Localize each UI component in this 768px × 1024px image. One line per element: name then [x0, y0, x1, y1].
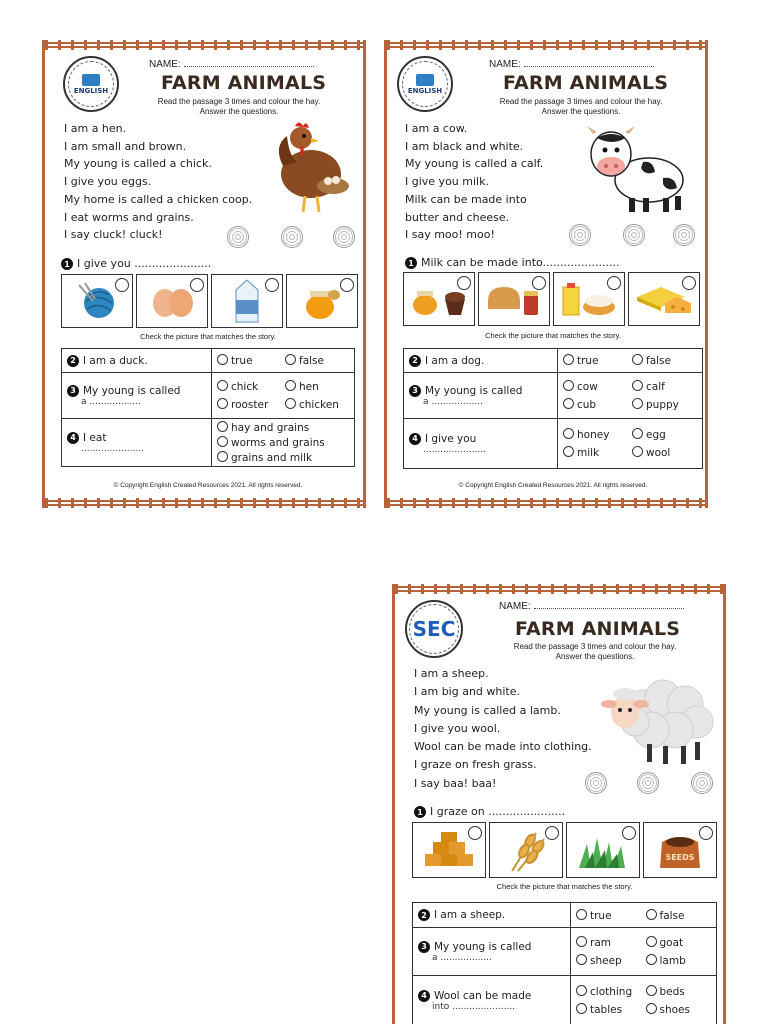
- question-4: 4 I give you ......................: [404, 419, 558, 469]
- choice-juice-rice[interactable]: [553, 272, 625, 326]
- eggs-icon: [147, 283, 197, 319]
- book-icon: [82, 74, 100, 86]
- cow-icon: [583, 120, 687, 216]
- question-2: 2 I am a dog.: [404, 349, 558, 373]
- page-title: FARM ANIMALS: [515, 618, 681, 640]
- picture-choices: [412, 822, 717, 878]
- question-1: 1 I give you ......................: [61, 257, 211, 270]
- option-calf[interactable]: calf: [632, 380, 697, 393]
- page-title: FARM ANIMALS: [503, 72, 669, 94]
- choice-seeds[interactable]: [643, 822, 717, 878]
- question-2: 2 I am a duck.: [62, 349, 212, 373]
- sheep-icon: [599, 668, 717, 768]
- option-chicken[interactable]: chicken: [285, 398, 349, 411]
- wheat-icon: [502, 827, 550, 873]
- fence-bottom: [387, 498, 705, 508]
- option-lamb[interactable]: lamb: [646, 954, 712, 967]
- picture-choices: [403, 272, 700, 326]
- passage: I am a hen. I am small and brown. My young is called a chick. I give you eggs. My home is called a chicken coop. I eat worms and grains. I say cluck! cluck!: [64, 122, 253, 242]
- hay-icon[interactable]: [569, 224, 591, 246]
- worksheet-cow: [384, 40, 708, 508]
- worksheet-sheep: [392, 584, 726, 1024]
- option-beds[interactable]: beds: [646, 985, 712, 998]
- page-title: FARM ANIMALS: [161, 72, 327, 94]
- question-4: 4 Wool can be made into ......................: [413, 976, 571, 1024]
- choice-grass[interactable]: [566, 822, 640, 878]
- choice-milk[interactable]: [211, 274, 283, 328]
- fence-top: [387, 40, 705, 50]
- name-field[interactable]: NAME:: [149, 59, 314, 70]
- option-cub[interactable]: cub: [563, 398, 628, 411]
- check-instruction: Check the picture that matches the story.: [140, 332, 276, 341]
- questions-table: [61, 348, 355, 467]
- question-3: 3 My young is called a ..................: [404, 373, 558, 419]
- honey-icon: [300, 281, 344, 321]
- option-cow[interactable]: cow: [563, 380, 628, 393]
- questions-table: [403, 348, 703, 469]
- question-1: 1 I graze on ......................: [414, 805, 565, 818]
- copyright: © Copyright English Created Resources 2021. All rights reserved.: [113, 482, 303, 489]
- question-4: 4 I eat ......................: [62, 419, 212, 467]
- option-tables[interactable]: tables: [576, 1003, 642, 1016]
- hay-icon[interactable]: [637, 772, 659, 794]
- choice-honey-cake[interactable]: [403, 272, 475, 326]
- hay-icon[interactable]: [673, 224, 695, 246]
- fence-top: [45, 40, 363, 50]
- check-instruction: Check the picture that matches the story.: [496, 882, 633, 891]
- choice-yarn[interactable]: [61, 274, 133, 328]
- option-wool[interactable]: wool: [632, 446, 697, 459]
- instructions: Read the passage 3 times and colour the hay. Answer the questions.: [513, 642, 677, 661]
- instructions: Read the passage 3 times and colour the hay. Answer the questions.: [157, 97, 321, 116]
- yarn-icon: [75, 281, 119, 321]
- passage: I am a sheep. I am big and white. My young is called a lamb. I give you wool. Wool can be made into clothing. I graze on fresh grass. I say baa! baa!: [414, 667, 592, 790]
- option-ram[interactable]: ram: [576, 936, 642, 949]
- option-honey[interactable]: honey: [563, 428, 628, 441]
- name-field[interactable]: NAME:: [499, 601, 684, 612]
- question-1: 1 Milk can be made into......................: [405, 256, 619, 269]
- option-puppy[interactable]: puppy: [632, 398, 697, 411]
- option-false[interactable]: false: [632, 354, 697, 367]
- hay-icon[interactable]: [623, 224, 645, 246]
- option-true[interactable]: true: [576, 909, 642, 922]
- sec-logo: SEC: [405, 600, 463, 658]
- option-sheep[interactable]: sheep: [576, 954, 642, 967]
- option-true[interactable]: true: [217, 354, 281, 367]
- fence-bottom: [45, 498, 363, 508]
- name-field[interactable]: NAME:: [489, 59, 654, 70]
- seeds-label: SEEDS: [665, 853, 695, 862]
- hay-icon[interactable]: [691, 772, 713, 794]
- picture-choices: [61, 274, 358, 328]
- hay-icon[interactable]: [333, 226, 355, 248]
- hay-icon[interactable]: [585, 772, 607, 794]
- choice-butter-cheese[interactable]: [628, 272, 700, 326]
- book-icon: [416, 74, 434, 86]
- choice-hay-bales[interactable]: [412, 822, 486, 878]
- option-hay-grains[interactable]: hay and grains: [217, 421, 349, 434]
- option-chick[interactable]: chick: [217, 380, 281, 393]
- copyright: © Copyright English Created Resources 2021. All rights reserved.: [458, 482, 648, 489]
- option-grains-milk[interactable]: grains and milk: [217, 451, 349, 464]
- check-instruction: Check the picture that matches the story.: [485, 331, 621, 340]
- passage: I am a cow. I am black and white. My young is called a calf. I give you milk. Milk can be made into butter and cheese. I say moo! moo!: [405, 122, 544, 242]
- hen-icon: [273, 116, 355, 216]
- option-egg[interactable]: egg: [632, 428, 697, 441]
- option-false[interactable]: false: [285, 354, 349, 367]
- milk-icon: [230, 278, 264, 324]
- question-3: 3 My young is called a ..................: [413, 928, 571, 976]
- choice-bread-jam[interactable]: [478, 272, 550, 326]
- instructions: Read the passage 3 times and colour the hay. Answer the questions.: [499, 97, 663, 116]
- hay-icon[interactable]: [227, 226, 249, 248]
- choice-honey[interactable]: [286, 274, 358, 328]
- option-milk[interactable]: milk: [563, 446, 628, 459]
- worksheet-hen: [42, 40, 366, 508]
- option-true[interactable]: true: [563, 354, 628, 367]
- question-2: 2 I am a sheep.: [413, 903, 571, 928]
- english-logo: ENGLISH: [63, 56, 119, 112]
- option-rooster[interactable]: rooster: [217, 398, 281, 411]
- option-hen[interactable]: hen: [285, 380, 349, 393]
- english-logo: ENGLISH: [397, 56, 453, 112]
- choice-eggs[interactable]: [136, 274, 208, 328]
- hay-icon[interactable]: [281, 226, 303, 248]
- option-worms-grains[interactable]: worms and grains: [217, 436, 349, 449]
- option-goat[interactable]: goat: [646, 936, 712, 949]
- choice-wheat[interactable]: [489, 822, 563, 878]
- option-false[interactable]: false: [646, 909, 712, 922]
- fence-top: [395, 584, 723, 594]
- option-shoes[interactable]: shoes: [646, 1003, 712, 1016]
- question-3: 3 My young is called a ..................: [62, 373, 212, 419]
- questions-table: [412, 902, 717, 1024]
- option-clothing[interactable]: clothing: [576, 985, 642, 998]
